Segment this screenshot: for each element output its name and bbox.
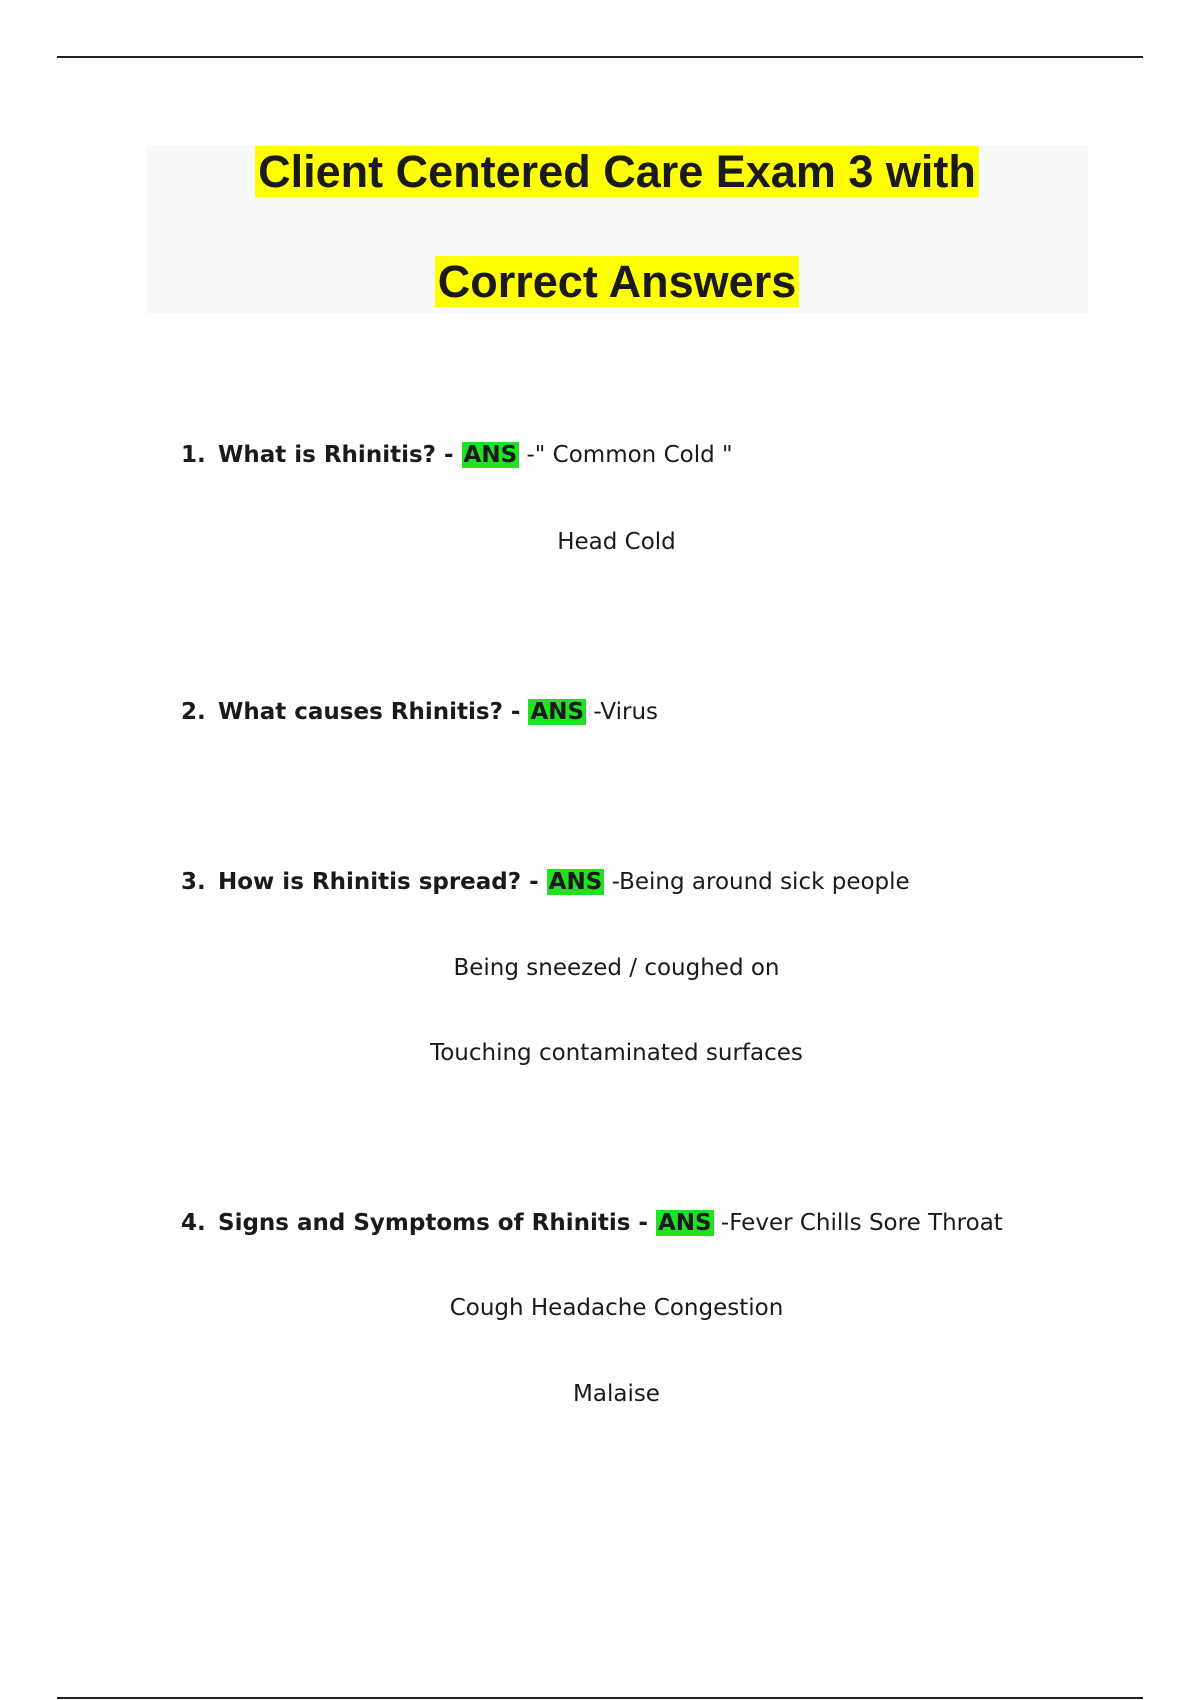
ans-label: ANS [548, 869, 603, 895]
question-text: What causes Rhinitis? - [218, 699, 529, 725]
answer-continuation: Head Cold [557, 529, 676, 555]
answer-text: -" Common Cold " [526, 442, 733, 468]
question-text: What is Rhinitis? - [218, 442, 462, 468]
answer-text: -Virus [593, 699, 659, 725]
document-title-line-2 [146, 255, 1088, 309]
question-text: Signs and Symptoms of Rhinitis - [218, 1210, 656, 1236]
answer-text: -Fever Chills Sore Throat [720, 1210, 1003, 1236]
title-highlight-1: Client Centered Care Exam 3 with [255, 146, 979, 197]
question-item-4 [181, 1205, 1003, 1241]
ans-label: ANS [463, 442, 518, 468]
bottom-rule [57, 1697, 1143, 1699]
title-highlight-2: Correct Answers [435, 256, 799, 307]
answer-text: -Being around sick people [611, 869, 910, 895]
question-number: 2. [181, 699, 206, 725]
question-item-3 [181, 864, 910, 900]
question-item-2 [181, 694, 658, 730]
top-rule [57, 56, 1143, 58]
document-title-line-1 [146, 145, 1088, 199]
ans-label: ANS [657, 1210, 712, 1236]
answer-continuation: Being sneezed / coughed on [453, 955, 780, 981]
answer-continuation: Touching contaminated surfaces [430, 1040, 803, 1066]
question-text: How is Rhinitis spread? - [218, 869, 547, 895]
title-block [146, 145, 1088, 313]
question-number: 1. [181, 442, 206, 468]
answer-continuation: Malaise [573, 1381, 660, 1407]
question-number: 3. [181, 869, 206, 895]
question-item-1 [181, 437, 733, 473]
ans-label: ANS [530, 699, 585, 725]
question-number: 4. [181, 1210, 206, 1236]
answer-continuation: Cough Headache Congestion [449, 1295, 784, 1321]
